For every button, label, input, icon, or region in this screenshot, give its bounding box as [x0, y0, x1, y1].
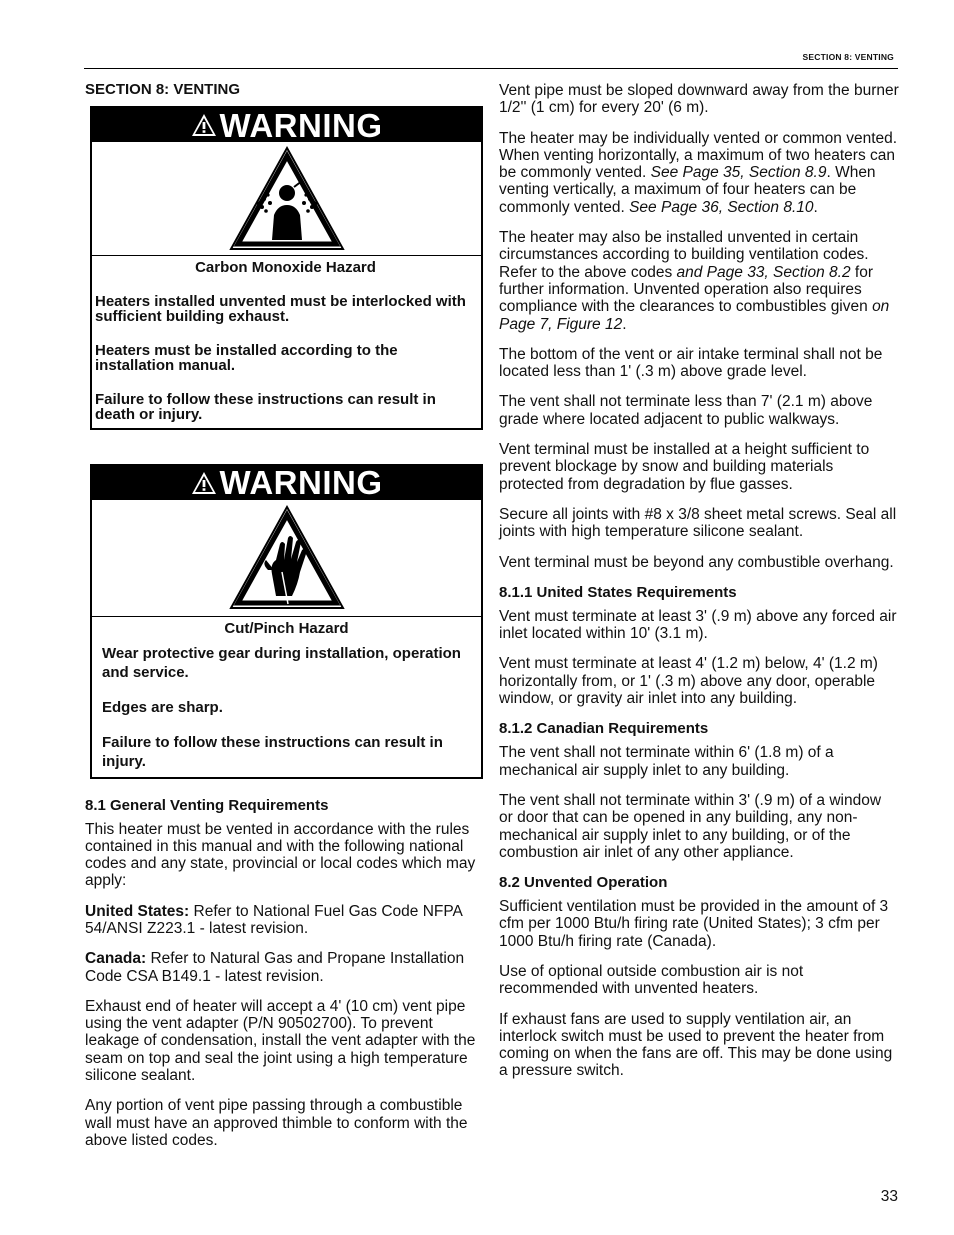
header-rule [84, 68, 898, 69]
us-label: United States: [85, 902, 190, 920]
combustible-wall-paragraph: Any portion of vent pipe passing through a combustible wall must have an approved thimble to conform with the above listed codes. [85, 1097, 468, 1149]
canada-code-paragraph [85, 950, 483, 985]
warning-triangle-icon [191, 471, 217, 495]
common-vent-paragraph [499, 130, 899, 216]
page-reference: See Page 35, Section 8.9 [650, 164, 827, 182]
warning-line: Wear protective gear during installation, operation and service. [102, 644, 461, 681]
warning-label: WARNING [219, 464, 383, 501]
unvented-operation-paragraph: Sufficient ventilation must be provided in the amount of 3 cfm per 1000 Btu/h firing rate (United States); 3 cfm per 1000 Btu/h firing rate (Canada). [499, 898, 889, 950]
joints-paragraph: Secure all joints with #8 x 3/8 sheet metal screws. Seal all joints with high temperature silicone sealant. [499, 505, 897, 541]
warning-triangle-icon [191, 113, 217, 137]
height-paragraph: Vent terminal must be installed at a height sufficient to prevent blockage by snow and building materials protected from degradation by flue gasses. [499, 441, 870, 493]
section-heading: SECTION 8: VENTING [85, 81, 241, 98]
left-column [85, 81, 483, 1162]
warning-header [92, 466, 481, 500]
warning-box-carbon-monoxide [90, 106, 483, 430]
right-column [499, 82, 899, 1093]
unvented-operation-paragraph: Use of optional outside combustion air is not recommended with unvented heaters. [499, 962, 804, 998]
warning-body [92, 256, 481, 428]
us-requirement: Vent must terminate at least 3' (.9 m) above any forced air inlet located within 10' (3.1 m). [499, 607, 897, 643]
us-requirement: Vent must terminate at least 4' (1.2 m) below, 4' (1.2 m) horizontally from, or 1' (.3 m) above any door, operable window, or gravity air inlet into any building. [499, 655, 878, 708]
unvented-paragraph [499, 229, 899, 333]
warning-line: Failure to follow these instructions can result in injury. [102, 733, 443, 770]
text-run: for further information. Unvented operation also requires compliance with the clearances to combustibles given [499, 263, 874, 316]
page-number: 33 [880, 1188, 898, 1205]
text-run: The heater may also be installed unvented in certain circumstances according to building ventilation codes. Refer to the above codes [499, 229, 869, 281]
warning-line: Failure to follow these instructions can result in death or injury. [95, 390, 436, 423]
canadian-requirement: The vent shall not terminate within 6' (1.8 m) of a mechanical air supply inlet to any building. [499, 744, 834, 779]
text-run: The heater may be individually vented or common vented. When venting horizontally, a maximum of two heaters can be commonly vented. [499, 129, 898, 182]
page-reference: on Page 7, Figure 12 [499, 298, 890, 333]
warning-label: WARNING [219, 106, 383, 144]
canadian-requirement: The vent shall not terminate within 3' (.9 m) of a window or door that can be opened in any building, any non-mechanical air supply inlet to any building, or of the combustion air inlet of any other appliance. [499, 791, 882, 861]
page-reference: See Page 36, Section 8.10 [629, 198, 814, 216]
text-run: . When venting vertically, a maximum of four heaters can be commonly vented. [499, 164, 876, 216]
canada-label: Canada: [85, 950, 147, 968]
canadian-requirements-heading: 8.1.2 Canadian Requirements [499, 720, 709, 738]
unvented-operation-paragraph: If exhaust fans are used to supply ventilation air, an interlock switch must be used to prevent the heater from coming on when the fans are off. This may be done using a pressure switch. [499, 1010, 893, 1080]
carbon-monoxide-hazard-icon [92, 142, 481, 256]
bottom-terminal-paragraph: The bottom of the vent or air intake terminal shall not be located less than 1' (.3 m) above grade level. [499, 345, 883, 381]
warning-line: Heaters must be installed according to the installation manual. [95, 341, 398, 374]
us-requirements-heading: 8.1.1 United States Requirements [499, 583, 737, 601]
walkway-paragraph: The vent shall not terminate less than 7' (2.1 m) above grade where located adjacent to public walkways. [499, 393, 873, 428]
slope-paragraph: Vent pipe must be sloped downward away from the burner 1/2'' (1 cm) for every 20' (6 m). [499, 82, 899, 117]
cut-pinch-hazard-icon [92, 500, 481, 617]
page-reference: and Page 33, Section 8.2 [676, 263, 851, 281]
warning-line: Edges are sharp. [102, 698, 223, 716]
warning-line: Heaters installed unvented must be interlocked with sufficient building exhaust. [95, 292, 466, 325]
warning-box-cut-pinch [90, 464, 483, 779]
canada-text: Refer to Natural Gas and Propane Installation Code CSA B149.1 - latest revision. [85, 950, 465, 985]
general-intro: This heater must be vented in accordance with the rules contained in this manual and with the following national codes and any state, provincial or local codes which may apply: [85, 820, 476, 890]
overhang-paragraph: Vent terminal must be beyond any combustible overhang. [499, 553, 894, 571]
warning-body [92, 617, 481, 777]
exhaust-paragraph: Exhaust end of heater will accept a 4' (10 cm) vent pipe using the vent adapter (P/N 90502700). To prevent leakage of condensation, install the vent adapter with the seam on top and seal the joint using a high temperature silicone sealant. [85, 997, 476, 1085]
us-text: Refer to National Fuel Gas Code NFPA 54/ANSI Z223.1 - latest revision. [85, 902, 463, 937]
hazard-title: Carbon Monoxide Hazard [195, 259, 376, 276]
running-header: SECTION 8: VENTING [802, 52, 894, 62]
text-run: . [622, 315, 627, 333]
hazard-title: Cut/Pinch Hazard [224, 619, 349, 637]
warning-header [92, 108, 481, 142]
us-code-paragraph [85, 903, 483, 938]
text-run: . [813, 198, 818, 216]
unvented-operation-heading: 8.2 Unvented Operation [499, 874, 668, 892]
general-venting-heading: 8.1 General Venting Requirements [85, 796, 329, 814]
